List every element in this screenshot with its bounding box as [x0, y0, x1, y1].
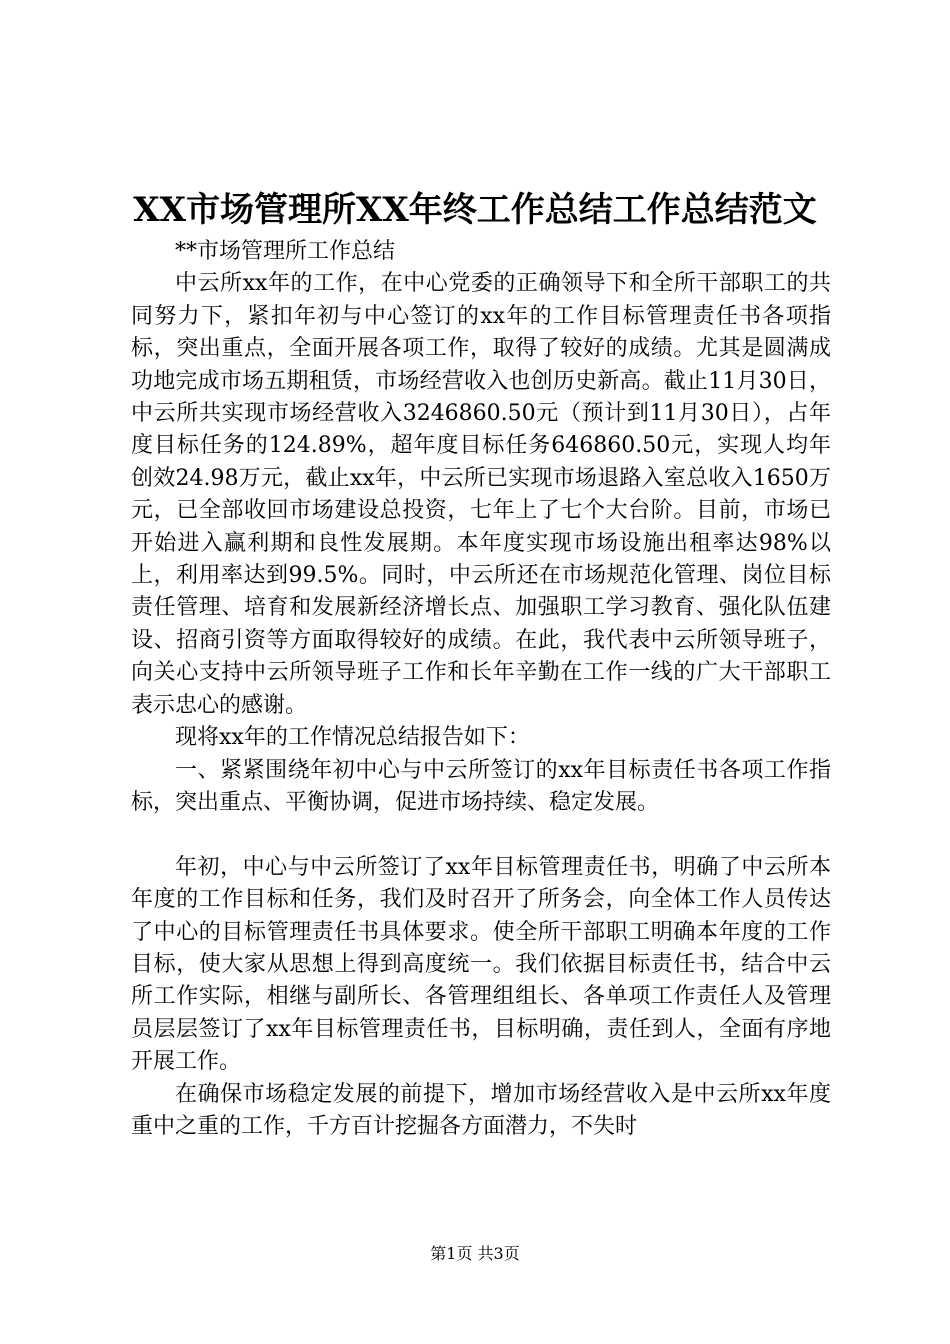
paragraph-revenue-growth: 在确保市场稳定发展的前提下，增加市场经营收入是中云所xx年度重中之重的工作，千方百计挖掘各方面潜力，不失时 [131, 1081, 831, 1139]
document-body [131, 236, 831, 1143]
page-footer: 第1页 共3页 [430, 1244, 520, 1263]
paragraph-target-responsibility: 年初，中心与中云所签订了xx年目标管理责任书，明确了中云所本年度的工作目标和任务，我们及时召开了所务会，向全体工作人员传达了中心的目标管理责任书具体要求。使全所干部职工明确本年度的工作目标，使大家从思想上得到高度统一。我们依据目标责任书，结合中云所工作实际，相继与副所长、各管理组组长、各单项工作责任人及管理员层层签订了xx年目标管理责任书，目标明确，责任到人，全面有序地开展工作。 [131, 854, 831, 1075]
paragraph-report-lead: 现将xx年的工作情况总结报告如下： [175, 725, 530, 751]
paragraph-section-one-heading: 一、紧紧围绕年初中心与中云所签订的xx年目标责任书各项工作指标，突出重点、平衡协调，促进市场持续、稳定发展。 [131, 757, 831, 815]
paragraph-intro: 中云所xx年的工作，在中心党委的正确领导下和全所干部职工的共同努力下，紧扣年初与中心签订的xx年的工作目标管理责任书各项指标，突出重点，全面开展各项工作，取得了较好的成绩。尤其是圆满成功地完成市场五期租赁，市场经营收入也创历史新高。截止11月30日，中云所共实现市场经营收入3246860.50元（预计到11月30日），占年度目标任务的124.89%，超年度目标任务646860.50元，实现人均年创效24.98万元，截止xx年，中云所已实现市场退路入室总收入1650万元，已全部收回市场建设总投资，七年上了七个大台阶。目前，市场已开始进入赢利期和良性发展期。本年度实现市场设施出租率达98%以上，利用率达到99.5%。同时，中云所还在市场规范化管理、岗位目标责任管理、培育和发展新经济增长点、加强职工学习教育、强化队伍建设、招商引资等方面取得较好的成绩。在此，我代表中云所领导班子，向关心支持中云所领导班子工作和长年辛勤在工作一线的广大干部职工表示忠心的感谢。 [131, 271, 831, 718]
paragraph-subtitle: **市场管理所工作总结 [175, 239, 396, 264]
document-title: XX市场管理所XX年终工作总结工作总结范文 [133, 190, 817, 230]
